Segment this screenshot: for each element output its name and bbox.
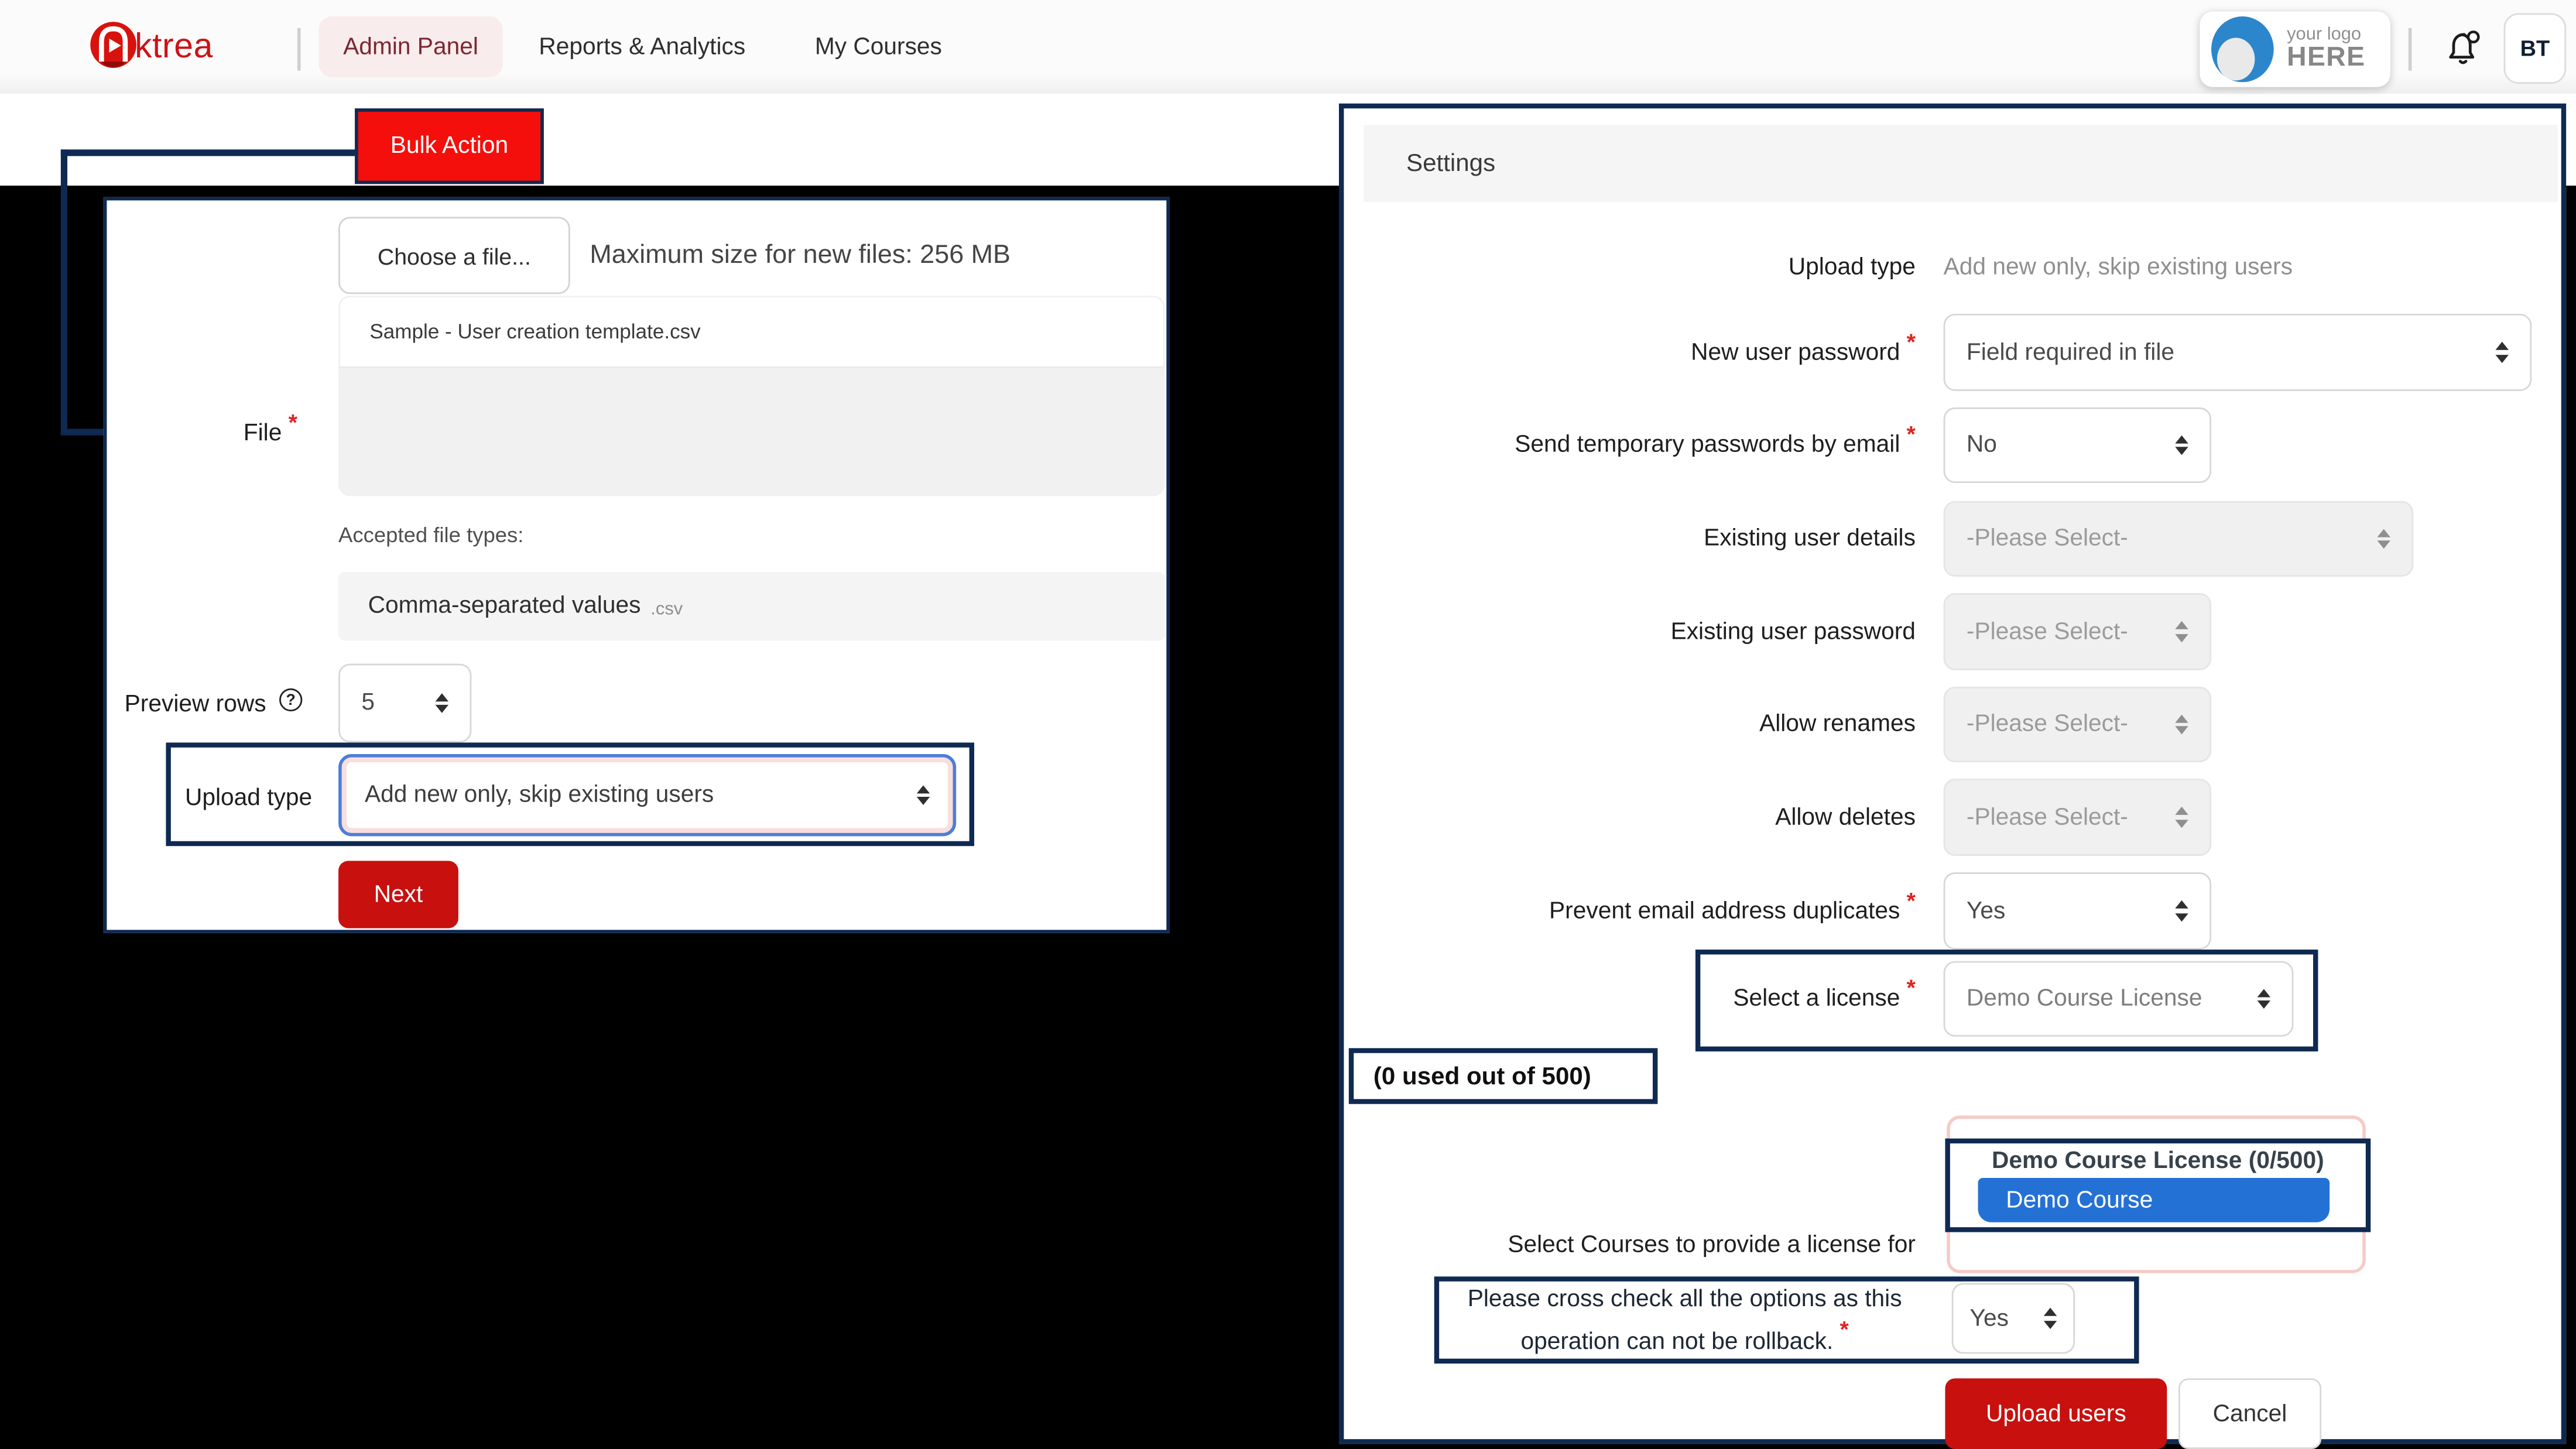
select-courses-label: Select Courses to provide a license for (1508, 1232, 1916, 1259)
accepted-type-box (338, 572, 1164, 641)
select-arrows-icon (917, 785, 930, 806)
upload-type-select[interactable] (338, 754, 956, 836)
file-field-label (107, 411, 297, 457)
license-select[interactable] (1944, 961, 2294, 1037)
select-arrows-icon (2495, 342, 2508, 362)
pointer-line-top (61, 149, 355, 156)
required-asterisk: * (1839, 1316, 1849, 1342)
tab-admin-panel[interactable]: Admin Panel (318, 16, 502, 77)
accepted-types-label: Accepted file types: (338, 522, 524, 547)
notification-badge (2468, 32, 2478, 42)
row-send-passwords-label (1344, 407, 1916, 483)
send-passwords-select[interactable] (1944, 407, 2211, 483)
row-existing-details-label: Existing user details (1704, 525, 1916, 552)
select-value: -Please Select- (1966, 525, 2128, 552)
required-asterisk: * (1906, 327, 1916, 354)
row-upload-type-label: Upload type (1788, 254, 1916, 281)
new-user-password-select[interactable] (1944, 314, 2532, 391)
select-value: -Please Select- (1966, 618, 2128, 645)
select-value: Yes (1969, 1305, 2009, 1332)
label-text: Send temporary passwords by email (1515, 432, 1900, 458)
select-arrows-icon (2175, 435, 2188, 455)
brand-logo[interactable] (85, 0, 213, 94)
nav-divider (297, 28, 301, 71)
label-text: Select a license (1733, 985, 1900, 1012)
row-new-user-password-label (1344, 314, 1916, 391)
row-existing-password-label: Existing user password (1670, 618, 1916, 645)
avatar[interactable]: BT (2504, 13, 2567, 84)
bulk-action-button[interactable]: Bulk Action (355, 108, 544, 184)
required-asterisk: * (1906, 886, 1916, 913)
cancel-button[interactable]: Cancel (2178, 1378, 2321, 1449)
row-allow-renames-label: Allow renames (1759, 711, 1916, 738)
confirm-select[interactable] (1952, 1283, 2075, 1354)
accepted-type-text: Comma-separated values (368, 593, 641, 619)
select-value: -Please Select- (1966, 711, 2128, 738)
allow-renames-select (1944, 687, 2211, 762)
brand-name: ktrea (135, 27, 213, 65)
logo-placeholder-icon (2208, 13, 2280, 85)
preview-rows-value: 5 (361, 690, 375, 717)
logo-placeholder-line1: your logo (2287, 23, 2362, 44)
sample-file-link[interactable]: Sample - User creation template.csv (338, 296, 1164, 368)
license-group-label: Demo Course License (0/500) (1992, 1148, 2324, 1175)
upload-type-value: Add new only, skip existing users (364, 782, 714, 809)
logo-placeholder (2200, 12, 2390, 87)
select-arrows-icon (2175, 900, 2188, 921)
upload-type-label: Upload type (184, 785, 313, 812)
select-value: -Please Select- (1966, 804, 2128, 831)
existing-password-select (1944, 593, 2211, 670)
row-upload-type-value: Add new only, skip existing users (1943, 254, 2293, 281)
select-arrows-icon (436, 693, 448, 713)
select-value: Demo Course License (1966, 985, 2202, 1012)
select-arrows-icon (2377, 529, 2390, 549)
file-dropzone[interactable] (338, 368, 1164, 496)
confirm-line1: Please cross check all the options as this (1467, 1286, 1902, 1313)
notifications-button[interactable] (2441, 26, 2488, 73)
settings-header: Settings (1364, 125, 2558, 202)
label-text: New user password (1691, 339, 1900, 366)
required-asterisk: * (288, 409, 297, 436)
settings-panel (1339, 104, 2566, 1444)
nav-divider-right (2409, 28, 2412, 71)
logo-placeholder-text (2287, 23, 2366, 73)
course-option-selected[interactable]: Demo Course (1978, 1178, 2330, 1222)
label-text: Prevent email address duplicates (1549, 898, 1900, 924)
confirm-line2: operation can not be rollback. (1520, 1329, 1834, 1356)
select-arrows-icon (2175, 807, 2188, 828)
tab-reports-analytics[interactable]: Reports & Analytics (539, 33, 746, 60)
upload-users-button[interactable]: Upload users (1945, 1378, 2167, 1449)
required-asterisk: * (1906, 974, 1916, 1001)
select-arrows-icon (2175, 714, 2188, 735)
select-value: Field required in file (1966, 339, 2175, 366)
choose-file-button[interactable]: Choose a file... (338, 217, 570, 294)
confirm-label (1443, 1280, 1927, 1364)
top-nav (0, 0, 2576, 94)
prevent-duplicates-select[interactable] (1944, 872, 2211, 950)
select-value: Yes (1966, 898, 2006, 924)
max-size-text: Maximum size for new files: 256 MB (590, 241, 1010, 269)
bell-icon (2441, 26, 2488, 73)
help-icon[interactable]: ? (279, 688, 302, 711)
brand-logo-icon (85, 17, 141, 76)
required-asterisk: * (1906, 420, 1916, 447)
select-arrows-icon (2175, 621, 2188, 642)
select-value: No (1966, 432, 1997, 458)
preview-rows-select[interactable] (338, 664, 471, 743)
tab-my-courses[interactable]: My Courses (814, 33, 942, 60)
file-field-label-text: File (243, 420, 282, 447)
accepted-type-ext: .csv (650, 600, 683, 619)
select-arrows-icon (2258, 989, 2270, 1009)
preview-rows-label: Preview rows (124, 691, 266, 718)
select-arrows-icon (2044, 1308, 2057, 1328)
license-usage-badge: (0 used out of 500) (1349, 1048, 1658, 1104)
course-picker-highlight (1945, 1139, 2371, 1232)
row-allow-deletes-label: Allow deletes (1775, 804, 1916, 831)
row-prevent-duplicates-label (1344, 872, 1916, 950)
existing-details-select (1944, 501, 2414, 577)
logo-placeholder-line2: HERE (2287, 43, 2366, 73)
row-select-license-label (1344, 961, 1916, 1037)
allow-deletes-select (1944, 779, 2211, 856)
pointer-line-vertical (61, 149, 67, 435)
next-button[interactable]: Next (338, 861, 458, 928)
upload-form-panel (104, 197, 1170, 933)
